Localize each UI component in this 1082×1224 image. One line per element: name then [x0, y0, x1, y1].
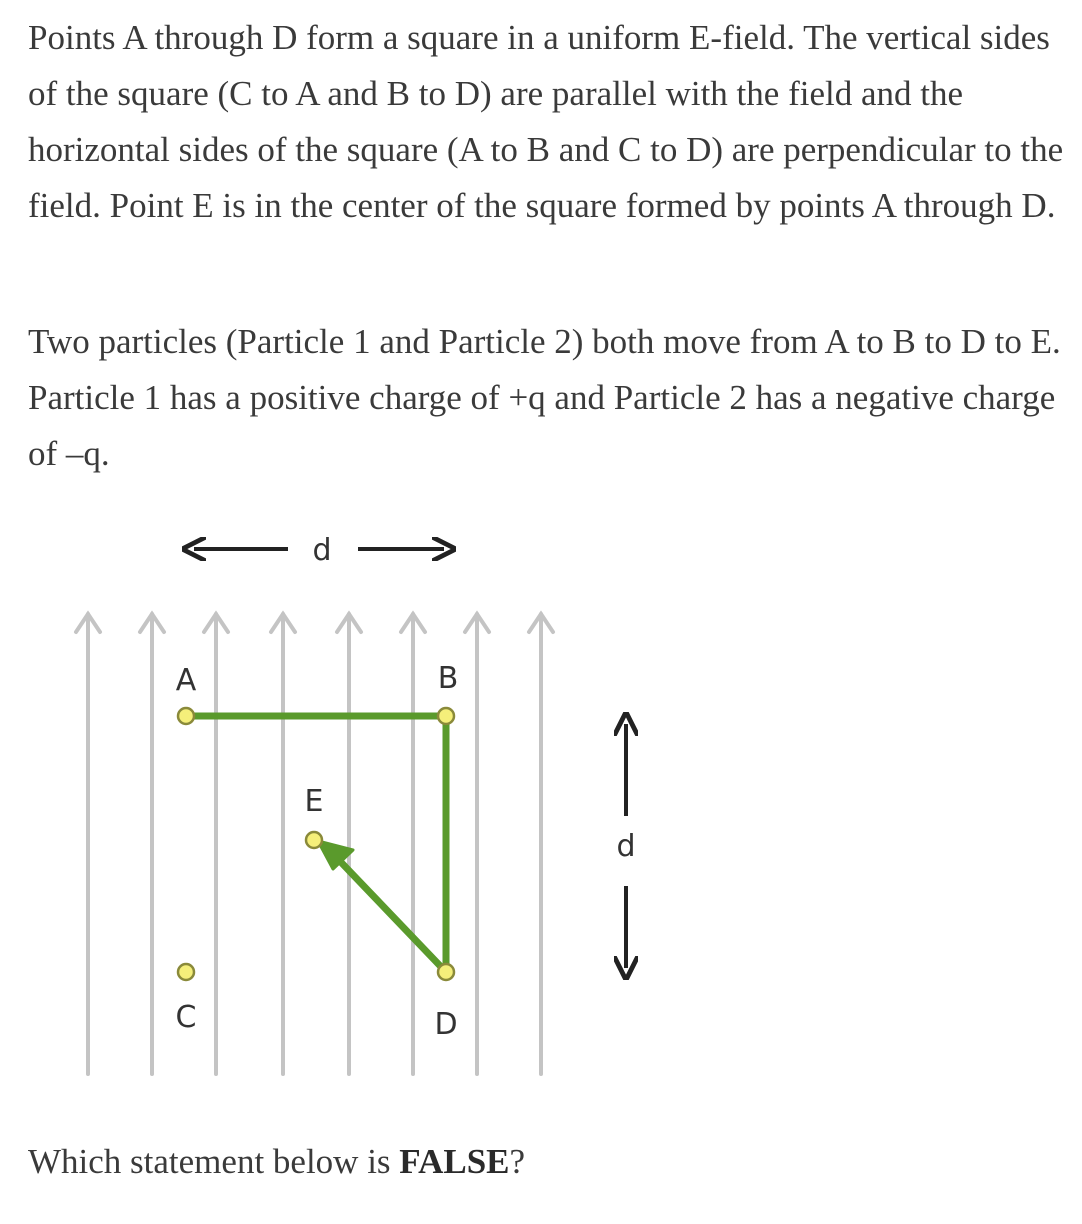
- label-e: E: [304, 784, 324, 819]
- field-line-5: [337, 614, 361, 1074]
- height-dimension: [616, 724, 635, 968]
- width-label: d: [312, 533, 332, 568]
- point-b: [438, 708, 454, 724]
- problem-paragraph-2: Two particles (Particle 1 and Particle 2) both move from A to B to D to E. Particle 1 has a positive charge of +q and Particle 2 has a negative charge of –q.: [28, 322, 1061, 473]
- point-e: [306, 832, 322, 848]
- label-d: D: [434, 1007, 458, 1042]
- problem-paragraph-1: Points A through D form a square in a uniform E-field. The vertical sides of the square (C to A and B to D) are parallel with the field and the horizontal sides of the square (A to B and C to D) are perpendicular to the field. Point E is in the center of the square formed by points A through D.: [28, 18, 1064, 225]
- efield-diagram: [0, 500, 700, 1100]
- question-emphasis: FALSE: [399, 1142, 510, 1181]
- point-a: [178, 708, 194, 724]
- label-a: A: [175, 663, 197, 698]
- height-label: d: [616, 829, 636, 864]
- field-line-8: [529, 614, 553, 1074]
- field-line-3: [204, 614, 228, 1074]
- question-suffix: ?: [509, 1142, 526, 1181]
- label-c: C: [175, 1000, 197, 1035]
- field-line-7: [465, 614, 489, 1074]
- question-text: [28, 1134, 1068, 1190]
- question-prefix: Which statement below is: [28, 1142, 400, 1181]
- field-line-4: [271, 614, 295, 1074]
- label-b: B: [437, 661, 459, 696]
- point-c: [178, 964, 194, 980]
- field-line-2: [140, 614, 164, 1074]
- field-line-1: [76, 614, 100, 1074]
- width-dimension: [194, 533, 444, 568]
- field-line-6: [401, 614, 425, 1074]
- path-d-to-e: [336, 857, 446, 972]
- point-d: [438, 964, 454, 980]
